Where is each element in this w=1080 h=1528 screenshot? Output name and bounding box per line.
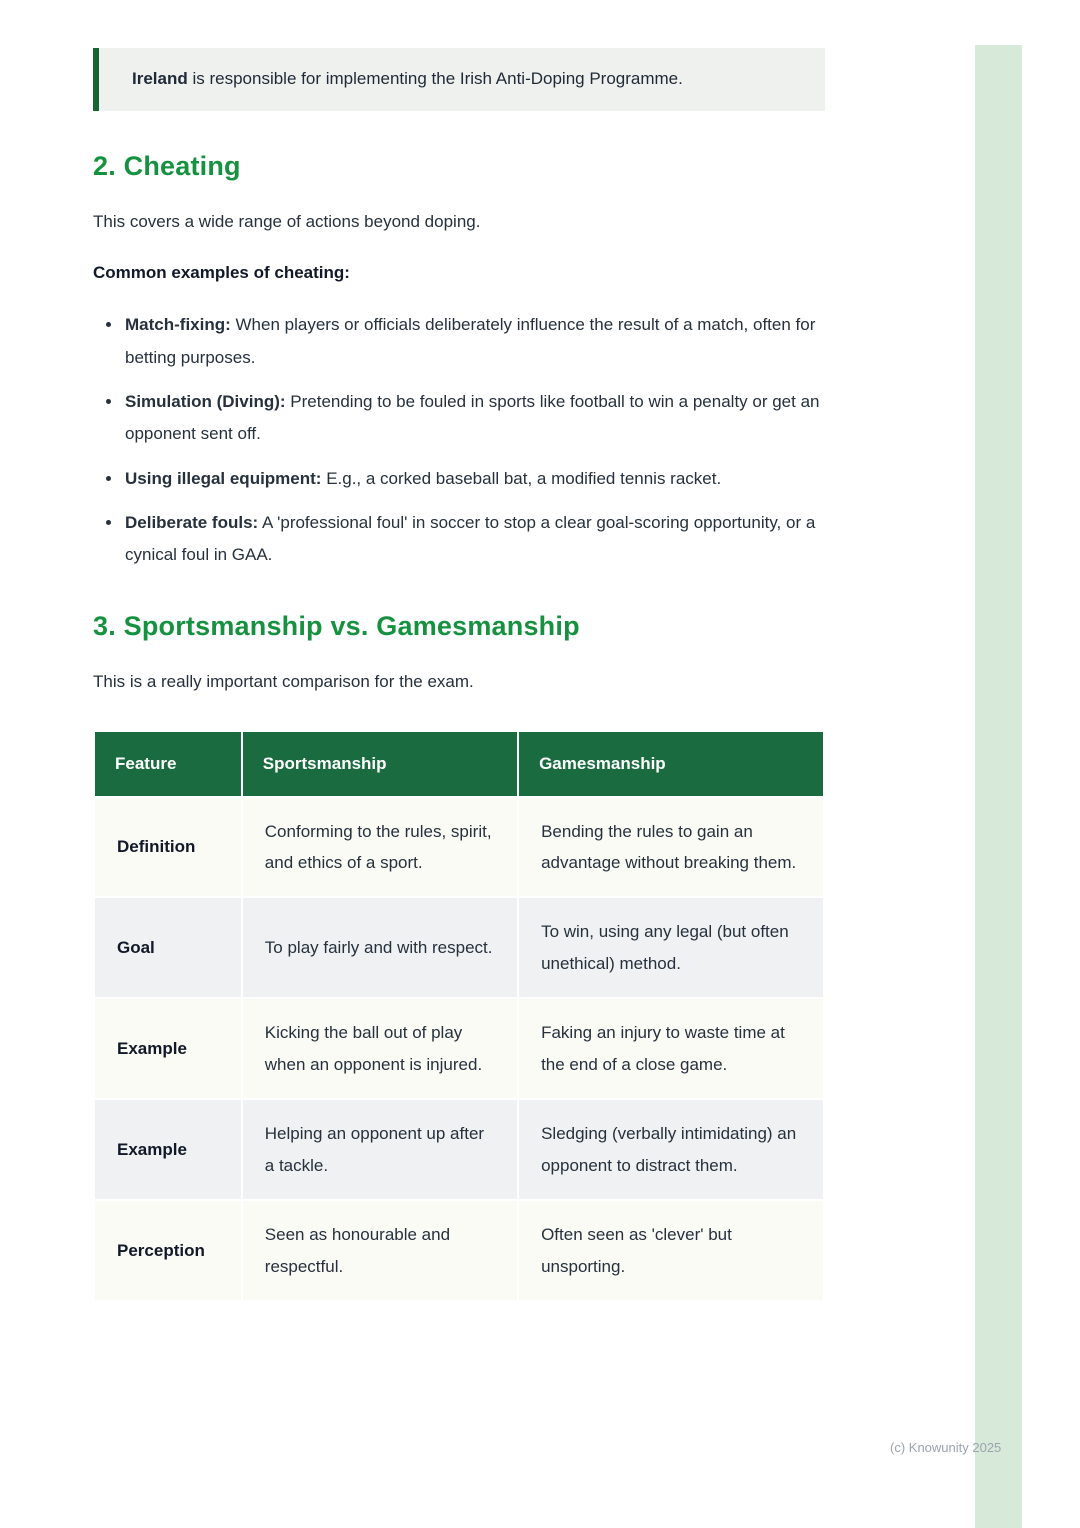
cell-feature: Definition <box>95 798 241 897</box>
cell-gamesmanship: Faking an injury to waste time at the end of a close game. <box>519 999 823 1098</box>
cell-gamesmanship: Sledging (verbally intimidating) an opponent to distract them. <box>519 1100 823 1199</box>
list-item-simulation <box>123 386 825 451</box>
cell-sportsmanship: Kicking the ball out of play when an opponent is injured. <box>243 999 517 1098</box>
cell-sportsmanship: To play fairly and with respect. <box>243 898 517 997</box>
callout-text: is responsible for implementing the Irish Anti-Doping Programme. <box>187 69 683 88</box>
cell-sportsmanship: Conforming to the rules, spirit, and ethics of a sport. <box>243 798 517 897</box>
table-row-example-1 <box>95 999 823 1098</box>
table-row-definition <box>95 798 823 897</box>
table-head <box>95 732 823 796</box>
callout-note <box>93 48 825 111</box>
bullet-label: Using illegal equipment: <box>125 468 322 488</box>
header-cell-feature: Feature <box>95 732 241 796</box>
cell-feature: Perception <box>95 1201 241 1300</box>
table-body <box>95 798 823 1300</box>
bullet-label: Match-fixing: <box>125 315 231 335</box>
section-heading-cheating: 2. Cheating <box>93 151 241 182</box>
bullet-label: Simulation (Diving): <box>125 391 286 411</box>
cheating-examples-subheading: Common examples of cheating: <box>93 263 350 283</box>
sportsmanship-intro-paragraph: This is a really important comparison for the exam. <box>93 672 474 692</box>
list-item-deliberate-fouls <box>123 507 825 572</box>
bullet-text: Pretending to be fouled in sports like football to win a penalty or get an opponent sent off. <box>125 391 820 444</box>
cheating-examples-list <box>93 309 825 571</box>
bullet-label: Deliberate fouls: <box>125 512 259 532</box>
bullet-text: When players or officials deliberately influence the result of a match, often for betting purposes. <box>125 315 816 367</box>
header-cell-gamesmanship: Gamesmanship <box>519 732 823 796</box>
table-row-goal <box>95 898 823 997</box>
header-cell-sportsmanship: Sportsmanship <box>243 732 517 796</box>
cell-sportsmanship: Seen as honourable and respectful. <box>243 1201 517 1300</box>
table-header-row <box>95 732 823 796</box>
cell-gamesmanship: Bending the rules to gain an advantage without breaking them. <box>519 798 823 897</box>
table-row-example-2 <box>95 1100 823 1199</box>
cell-feature: Goal <box>95 898 241 997</box>
cell-feature: Example <box>95 1100 241 1199</box>
callout-bold-text: Ireland <box>132 69 188 88</box>
bullet-text: A 'professional foul' in soccer to stop a clear goal-scoring opportunity, or a cynical foul in GAA. <box>125 512 816 565</box>
bullet-text: E.g., a corked baseball bat, a modified tennis racket. <box>321 468 722 488</box>
comparison-table <box>93 730 825 1302</box>
section-heading-sportsmanship: 3. Sportsmanship vs. Gamesmanship <box>93 611 580 642</box>
cheating-intro-paragraph: This covers a wide range of actions beyond doping. <box>93 212 481 232</box>
right-accent-stripe <box>975 45 1022 1528</box>
cell-sportsmanship: Helping an opponent up after a tackle. <box>243 1100 517 1199</box>
list-item-illegal-equipment <box>123 463 825 495</box>
document-content <box>93 0 825 1302</box>
table-row-perception <box>95 1201 823 1300</box>
watermark-text: (c) Knowunity 2025 <box>890 1440 1002 1455</box>
cell-feature: Example <box>95 999 241 1098</box>
list-item-match-fixing <box>123 309 825 374</box>
cell-gamesmanship: Often seen as 'clever' but unsporting. <box>519 1201 823 1300</box>
cell-gamesmanship: To win, using any legal (but often unethical) method. <box>519 898 823 997</box>
